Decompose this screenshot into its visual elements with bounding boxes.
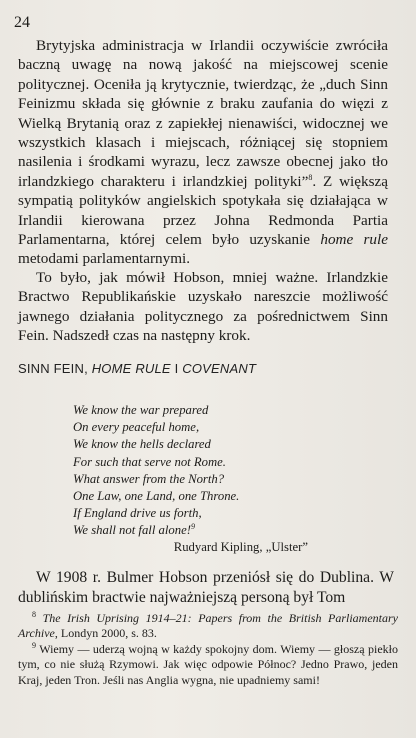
section-heading [18, 361, 256, 376]
poem-line: For such that serve not Rome. [73, 454, 226, 469]
paragraph-1-text: Brytyjska administracja w Irlandii oczywiście zwróciła baczną uwagę na nową jakość na miejscowej scenie politycznej. Oceniła ją krytycznie, twierdząc, że „duch Sinn Feinizmu składa się głównie z braku zaufania do więzi z Wielką Brytanią oraz z zapiekłej nienawiści, widocznej we wszystkich klasach i miejscach, różniącej się stopniem nasilenia i środkami wyrazu, lecz zawsze obecnej jako tło irlandzkiego charakteru i irlandzkiej polityki” [18, 37, 388, 190]
paragraph-1-italic: home rule [320, 231, 388, 249]
poem-line: What answer from the North? [73, 471, 225, 486]
poem-line: We know the hells declared [73, 437, 211, 452]
poem-line-text: We shall not fall alone! [73, 523, 191, 538]
footnote-ref-8: 8 [308, 172, 313, 182]
footnote-8-title: The Irish Uprising 1914–21: Papers from the British Parliamentary Archive [18, 611, 399, 641]
section-heading-part2: HOME RULE [91, 361, 171, 376]
paragraph-3: W 1908 r. Bulmer Hobson przeniósł się do Dublina. W dublińskim bractwie najważniejszą personą był Tom [18, 569, 394, 606]
footnote-number: 8 [32, 610, 36, 619]
poem-epigraph [73, 402, 239, 540]
poem-line-last [73, 522, 239, 539]
paragraph-1-text-cont: . Z większą sympatią polityków angielskich spotykała się działająca w Irlandii kierowana przez Johna Redmonda Partia Parlamentarna, której celem było uzyskanie [18, 172, 388, 249]
footnote-ref-9: 9 [190, 522, 195, 532]
page-number: 24 [14, 14, 30, 31]
poem-line: On every peaceful home, [73, 420, 200, 435]
section-heading-part1: SINN FEIN, [18, 361, 92, 376]
footnote-8 [18, 611, 398, 642]
poem-line: If England drive us forth, [73, 506, 202, 521]
paragraph-1 [18, 36, 388, 269]
paragraph-2: To było, jak mówił Hobson, mniej ważne. Irlandzkie Bractwo Republikańskie uzyskało nareszcie możliwość jawnego działania politycznego za pośrednictwem Sinn Fein. Nadszedł czas na następny krok. [18, 269, 388, 345]
footnote-9-text: Wiemy — uderzą wojną w każdy spokojny dom. Wiemy — głoszą piekło tym, co nie służą Rzymowi. Jak więc odpowie Północ? Jedno Prawo, jeden Kraj, jeden Tron. Jeśli nas Anglia wygna, nie upadniemy sami! [18, 641, 398, 687]
poem-line: We know the war prepared [73, 403, 209, 417]
footnotes [18, 611, 398, 688]
footnote-9 [18, 642, 398, 688]
poem-line: One Law, one Land, one Throne. [73, 489, 240, 504]
footnote-number: 9 [32, 640, 36, 650]
poem-attribution: Rudyard Kipling, „Ulster” [173, 540, 308, 554]
section-heading-part3: I [170, 361, 183, 376]
footnote-8-rest: , Londyn 2000, s. 83. [54, 626, 157, 641]
section-heading-part4: COVENANT [182, 361, 257, 376]
paragraph-1-end: metodami parlamentarnymi. [18, 250, 191, 268]
